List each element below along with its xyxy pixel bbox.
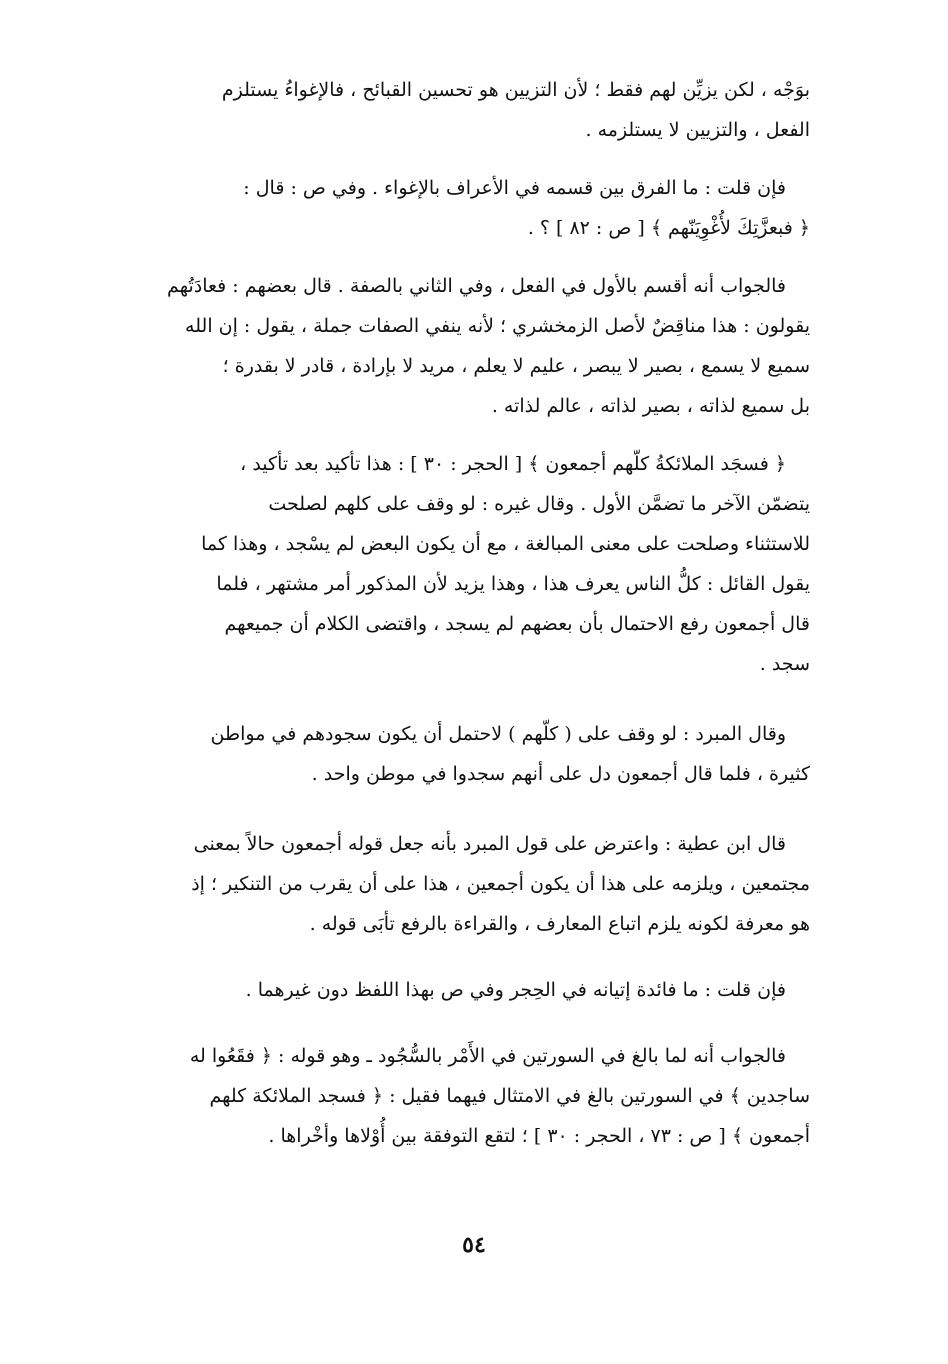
text-line: فالجواب أنه لما بالغ في السورتين في الأَمْر بالسُّجُود ـ وهو قوله : ﴿ فقَعُوا له	[189, 1045, 786, 1067]
text-line: وقال المبرد : لو وقف على ( كلّهم ) لاحتمل أن يكون سجودهم في مواطن	[210, 723, 786, 745]
text-line: قال ابن عطية : واعترض على قول المبرد بأنه جعل قوله أجمعون حالاً بمعنى	[193, 833, 786, 855]
text-line: فالجواب أنه أقسم بالأول في الفعل ، وفي الثاني بالصفة . قال بعضهم : فعادَتُهم	[167, 275, 786, 297]
text-line: يقولون : هذا مناقِضٌ لأصل الزمخشري ؛ لأنه ينفي الصفات جملة ، يقول : إن الله	[185, 315, 810, 337]
page-body	[100, 70, 810, 1156]
paragraph-8	[100, 1036, 810, 1156]
paragraph-3	[100, 266, 810, 426]
text-line: بوَجْه ، لكن يزيِّن لهم فقط ؛ لأن التزيين هو تحسين القبائح ، فالإغواءُ يستلزم	[221, 79, 810, 101]
paragraph-5	[100, 714, 810, 794]
paragraph-7	[100, 970, 810, 1010]
text-line: سجد .	[759, 653, 810, 675]
paragraph-2	[100, 168, 810, 248]
text-line: فإن قلت : ما فائدة إتيانه في الحِجر وفي ص بهذا اللفظ دون غيرهما .	[245, 979, 786, 1001]
text-line: مجتمعين ، ويلزمه على هذا أن يكون أجمعين ، هذا على أن يقرب من التنكير ؛ إذ	[191, 873, 810, 895]
text-line: الفعل ، والتزيين لا يستلزمه .	[585, 119, 810, 141]
page-number: ٥٤	[462, 1232, 486, 1258]
paragraph-6	[100, 824, 810, 944]
text-line: أجمعون ﴾ [ ص : ٧٣ ، الحجر : ٣٠ ] ؛ لتقع التوفقة بين أُوْلاها وأخْراها .	[268, 1125, 810, 1147]
text-line: يتضمّن الآخر ما تضمَّن الأول . وقال غيره : لو وقف على كلهم لصلحت	[268, 493, 810, 515]
paragraph-1	[100, 70, 810, 150]
text-line: هو معرفة لكونه يلزم اتباع المعارف ، والقراءة بالرفع تأبَى قوله .	[309, 913, 810, 935]
text-line: يقول القائل : كلُّ الناس يعرف هذا ، وهذا يزيد لأن المذكور أمر مشتهر ، فلما	[216, 573, 810, 595]
paragraph-4	[100, 444, 810, 684]
text-line: للاستثناء وصلحت على معنى المبالغة ، مع أن يكون البعض لم يسْجد ، وهذا كما	[201, 533, 810, 555]
text-line: ﴿ فسجَد الملائكةُ كلّهم أجمعون ﴾ [ الحجر : ٣٠ ] : هذا تأكيد بعد تأكيد ،	[240, 453, 786, 475]
text-line: قال أجمعون رفع الاحتمال بأن بعضهم لم يسجد ، واقتضى الكلام أن جميعهم	[224, 613, 810, 635]
text-line: سميع لا يسمع ، بصير لا يبصر ، عليم لا يعلم ، مريد لا بإرادة ، قادر لا بقدرة ؛	[222, 355, 810, 377]
text-line: ساجدين ﴾ في السورتين بالغ في الامتثال فيهما فقيل : ﴿ فسجد الملائكة كلهم	[209, 1085, 810, 1107]
text-line: فإن قلت : ما الفرق بين قسمه في الأعراف بالإغواء . وفي ص : قال :	[243, 177, 786, 199]
text-line: ﴿ فبعزَّتِكَ لأُغْوِيَنّهم ﴾ [ ص : ٨٢ ] ؟ .	[527, 217, 810, 239]
text-line: كثيرة ، فلما قال أجمعون دل على أنهم سجدوا في موطن واحد .	[311, 763, 810, 785]
text-line: بل سميع لذاته ، بصير لذاته ، عالم لذاته .	[491, 395, 810, 417]
